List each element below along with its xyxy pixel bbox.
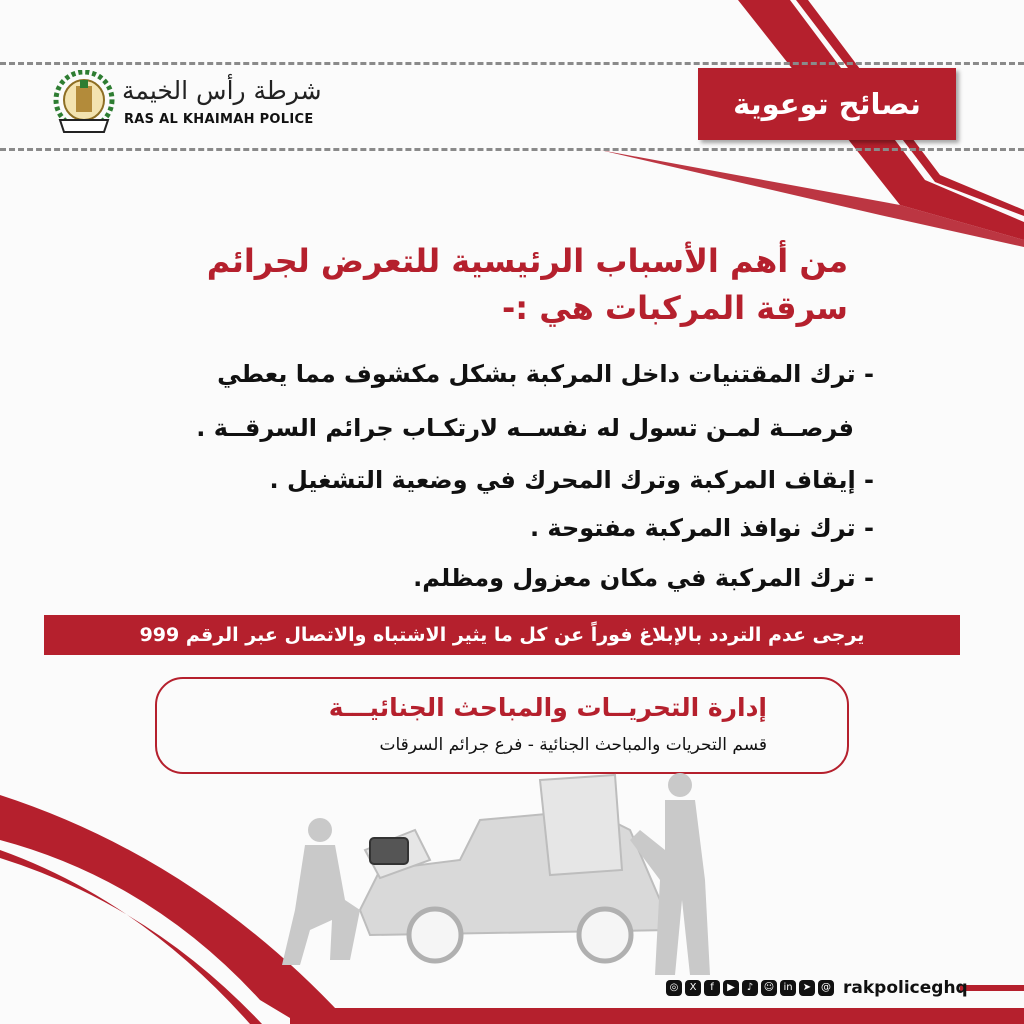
snapchat-icon[interactable]: ☺ bbox=[761, 980, 777, 996]
dashed-divider-top bbox=[0, 62, 1024, 65]
youtube-icon[interactable]: ▶ bbox=[723, 980, 739, 996]
report-alert-bar bbox=[44, 615, 960, 655]
car-theft-illustration bbox=[270, 760, 730, 990]
heading-line-2: سرقة المركبات هي :- bbox=[502, 289, 848, 327]
logo-english-text: RAS AL KHAIMAH POLICE bbox=[124, 112, 314, 127]
bullet-item: - ترك المركبة في مكان معزول ومظلم. bbox=[413, 564, 874, 592]
bullet-item-continuation: فرصــة لمـن تسول له نفســه لارتكـاب جرائم السرقــة . bbox=[196, 414, 854, 442]
tiktok-icon[interactable]: ♪ bbox=[742, 980, 758, 996]
threads-icon[interactable]: @ bbox=[818, 980, 834, 996]
tag-label: نصائح توعوية bbox=[733, 87, 921, 121]
social-links bbox=[666, 977, 968, 1001]
department-title: إدارة التحريــات والمباحث الجنائيـــة bbox=[328, 693, 767, 722]
department-subtitle: قسم التحريات والمباحث الجنائية - فرع جرائم السرقات bbox=[379, 735, 767, 755]
instagram-icon[interactable]: ◎ bbox=[666, 980, 682, 996]
linkedin-icon[interactable]: in bbox=[780, 980, 796, 996]
social-handle[interactable]: rakpoliceghq bbox=[843, 977, 968, 998]
bullet-item: - إيقاف المركبة وترك المحرك في وضعية التشغيل . bbox=[269, 466, 874, 494]
logo bbox=[52, 70, 322, 140]
x-icon[interactable]: X bbox=[685, 980, 701, 996]
police-seal-icon bbox=[52, 70, 116, 136]
report-alert-text: يرجى عدم التردد بالإبلاغ فوراً عن كل ما يثير الاشتباه والاتصال عبر الرقم 999 bbox=[139, 624, 865, 646]
awareness-tips-tag bbox=[698, 68, 956, 140]
bullet-item: - ترك المقتنيات داخل المركبة بشكل مكشوف مما يعطي bbox=[217, 360, 874, 388]
telegram-icon[interactable]: ➤ bbox=[799, 980, 815, 996]
heading-line-1: من أهم الأسباب الرئيسية للتعرض لجرائم bbox=[206, 242, 848, 280]
bullet-item: - ترك نوافذ المركبة مفتوحة . bbox=[529, 514, 874, 542]
dashed-divider-bottom bbox=[0, 148, 1024, 151]
facebook-icon[interactable]: f bbox=[704, 980, 720, 996]
logo-arabic-text: شرطة رأس الخيمة bbox=[122, 76, 322, 105]
